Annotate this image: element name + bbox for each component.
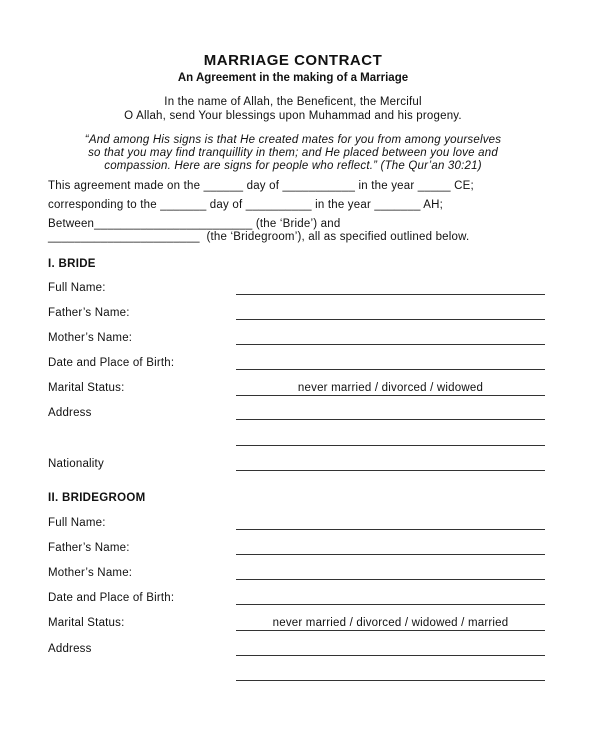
bride-section-heading: I. BRIDE [48,258,96,270]
bride-marital-status-options[interactable]: never married / divorced / widowed [297,382,484,394]
bridegroom-birth-field[interactable] [236,604,545,605]
bride-address-field-2[interactable] [236,445,545,446]
bride-father-name-field[interactable] [236,319,545,320]
quote-line-1: “And among His signs is that He created mates for you from among yourselves [84,134,502,146]
bride-mother-name-label: Mother’s Name: [48,332,133,344]
bridegroom-father-name-label: Father’s Name: [48,542,130,554]
invocation-line-2: O Allah, send Your blessings upon Muhammad and his progeny. [124,110,462,122]
agreement-line-4: _______________________ (the ‘Bridegroom’), all as specified outlined below. [48,231,470,243]
quote-line-3: compassion. Here are signs for people who reflect.” (The Qur’an 30:21) [104,160,482,172]
bridegroom-mother-name-label: Mother’s Name: [48,567,133,579]
agreement-line-3: Between________________________ (the ‘Bride’) and [48,218,341,230]
bride-address-label: Address [48,407,92,419]
bride-birth-label: Date and Place of Birth: [48,357,175,369]
bride-father-name-label: Father’s Name: [48,307,130,319]
bridegroom-address-field-2[interactable] [236,680,545,681]
bridegroom-marital-status-label: Marital Status: [48,617,125,629]
bride-address-field-1[interactable] [236,419,545,420]
bridegroom-mother-name-field[interactable] [236,579,545,580]
document-subtitle: An Agreement in the making of a Marriage [177,72,409,84]
bridegroom-birth-label: Date and Place of Birth: [48,592,175,604]
bridegroom-address-label: Address [48,643,92,655]
bride-full-name-label: Full Name: [48,282,106,294]
bride-birth-field[interactable] [236,369,545,370]
bride-marital-status-label: Marital Status: [48,382,125,394]
bridegroom-address-field-1[interactable] [236,655,545,656]
bridegroom-father-name-field[interactable] [236,554,545,555]
bridegroom-full-name-label: Full Name: [48,517,106,529]
agreement-line-1: This agreement made on the ______ day of ___________ in the year _____ CE; [48,180,474,192]
quote-line-2: so that you may find tranquillity in them; and He placed between you love and [88,147,498,159]
agreement-line-2: corresponding to the _______ day of __________ in the year _______ AH; [48,199,444,211]
bridegroom-marital-status-field[interactable] [236,630,545,631]
invocation-line-1: In the name of Allah, the Beneficent, the Merciful [164,96,422,108]
bridegroom-marital-status-options[interactable]: never married / divorced / widowed / married [272,617,509,629]
document-title: MARRIAGE CONTRACT [203,52,383,69]
bridegroom-section-heading: II. BRIDEGROOM [48,492,146,504]
bride-full-name-field[interactable] [236,294,545,295]
bride-nationality-field[interactable] [236,470,545,471]
bridegroom-full-name-field[interactable] [236,529,545,530]
bride-nationality-label: Nationality [48,458,104,470]
bride-marital-status-field[interactable] [236,395,545,396]
bride-mother-name-field[interactable] [236,344,545,345]
